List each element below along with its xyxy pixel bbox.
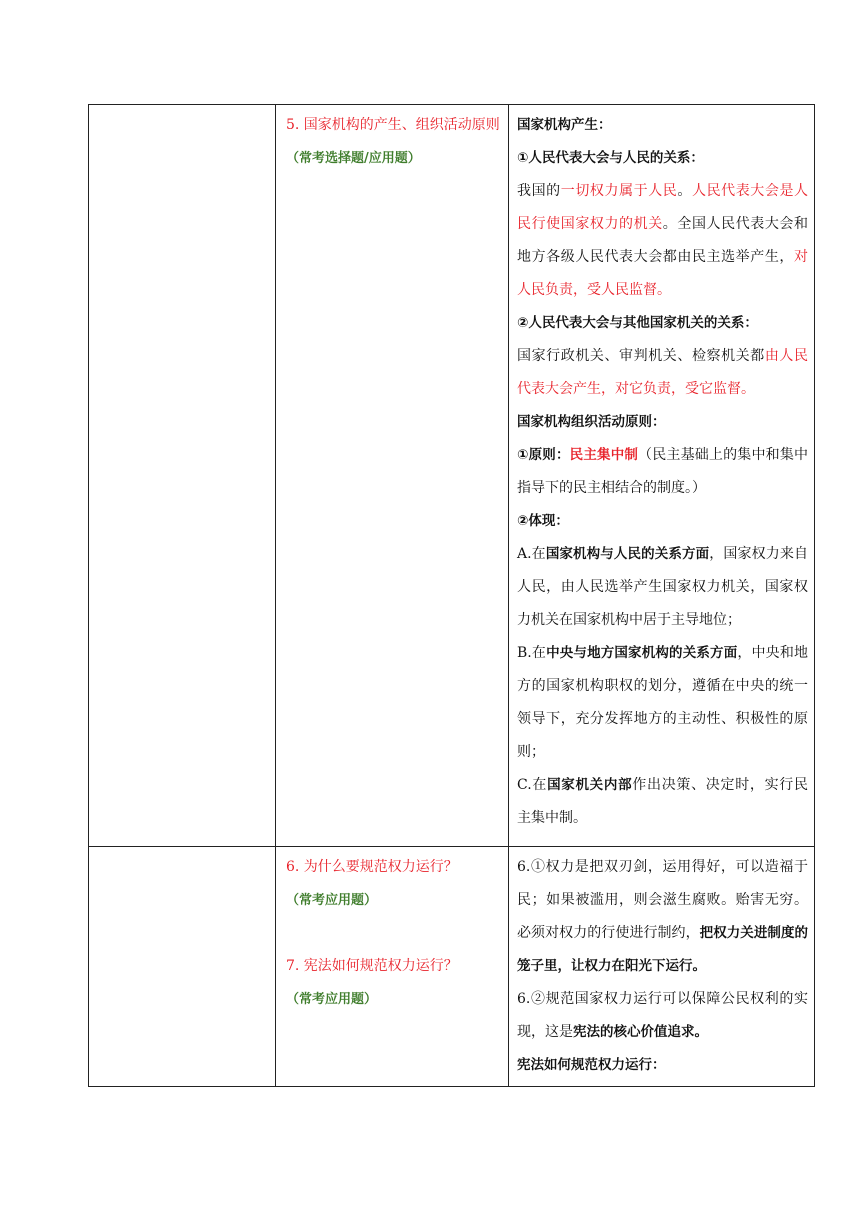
question-5: 5. 国家机构的产生、组织活动原则 <box>286 117 500 133</box>
paragraph-npc-organs: 国家行政机关、审判机关、检察机关都由人民代表大会产生，对它负责，受它监督。 <box>517 348 809 397</box>
subheading-npc-organs: ②人民代表大会与其他国家机关的关系： <box>517 315 758 331</box>
question-7-tag: （常考应用题） <box>286 992 378 1007</box>
table-row <box>89 105 815 847</box>
heading-origin: 国家机构产生： <box>517 117 612 133</box>
paragraph-b: B.在中央与地方国家机构的关系方面，中央和地方的国家机构职权的划分，遵循在中央的统一领导下，充分发挥地方的主动性、积极性的原则； <box>517 645 809 760</box>
notes-table <box>88 104 815 1087</box>
heading-how: 宪法如何规范权力运行： <box>517 1057 666 1073</box>
paragraph-c: C.在国家机关内部作出决策、决定时，实行民主集中制。 <box>517 777 809 826</box>
answer-cell <box>509 847 815 1087</box>
left-cell <box>89 847 276 1087</box>
paragraph-npc-people: 我国的一切权力属于人民。人民代表大会是人民行使国家权力的机关。全国人民代表大会和地方各级人民代表大会都由民主选举产生，对人民负责，受人民监督。 <box>517 183 809 298</box>
left-cell <box>89 105 276 847</box>
question-5-tag: （常考选择题/应用题） <box>286 151 421 166</box>
paragraph-principle: ①原则：民主集中制（民主基础上的集中和集中指导下的民主相结合的制度。） <box>517 447 809 496</box>
table-row <box>89 847 815 1087</box>
question-6: 6. 为什么要规范权力运行？ <box>286 859 458 875</box>
question-cell <box>276 105 509 847</box>
spacer <box>286 917 500 950</box>
subheading-npc-people: ①人民代表大会与人民的关系： <box>517 150 704 166</box>
heading-embodiment: ②体现： <box>517 513 569 529</box>
answer-cell <box>509 105 815 847</box>
question-6-tag: （常考应用题） <box>286 893 378 908</box>
paragraph-6-2: 6.②规范国家权力运行可以保障公民权利的实现，这是宪法的核心价值追求。 <box>517 991 808 1040</box>
question-7: 7. 宪法如何规范权力运行？ <box>286 958 458 974</box>
heading-principle: 国家机构组织活动原则： <box>517 414 666 430</box>
paragraph-6-1: 6.①权力是把双刃剑，运用得好，可以造福于民；如果被滥用，则会滋生腐败。贻害无穷。必须对权力的行使进行制约，把权力关进制度的笼子里，让权力在阳光下运行。 <box>517 859 809 974</box>
paragraph-a: A.在国家机构与人民的关系方面，国家权力来自人民，由人民选举产生国家权力机关，国家权力机关在国家机构中居于主导地位； <box>517 546 809 628</box>
question-cell <box>276 847 509 1087</box>
